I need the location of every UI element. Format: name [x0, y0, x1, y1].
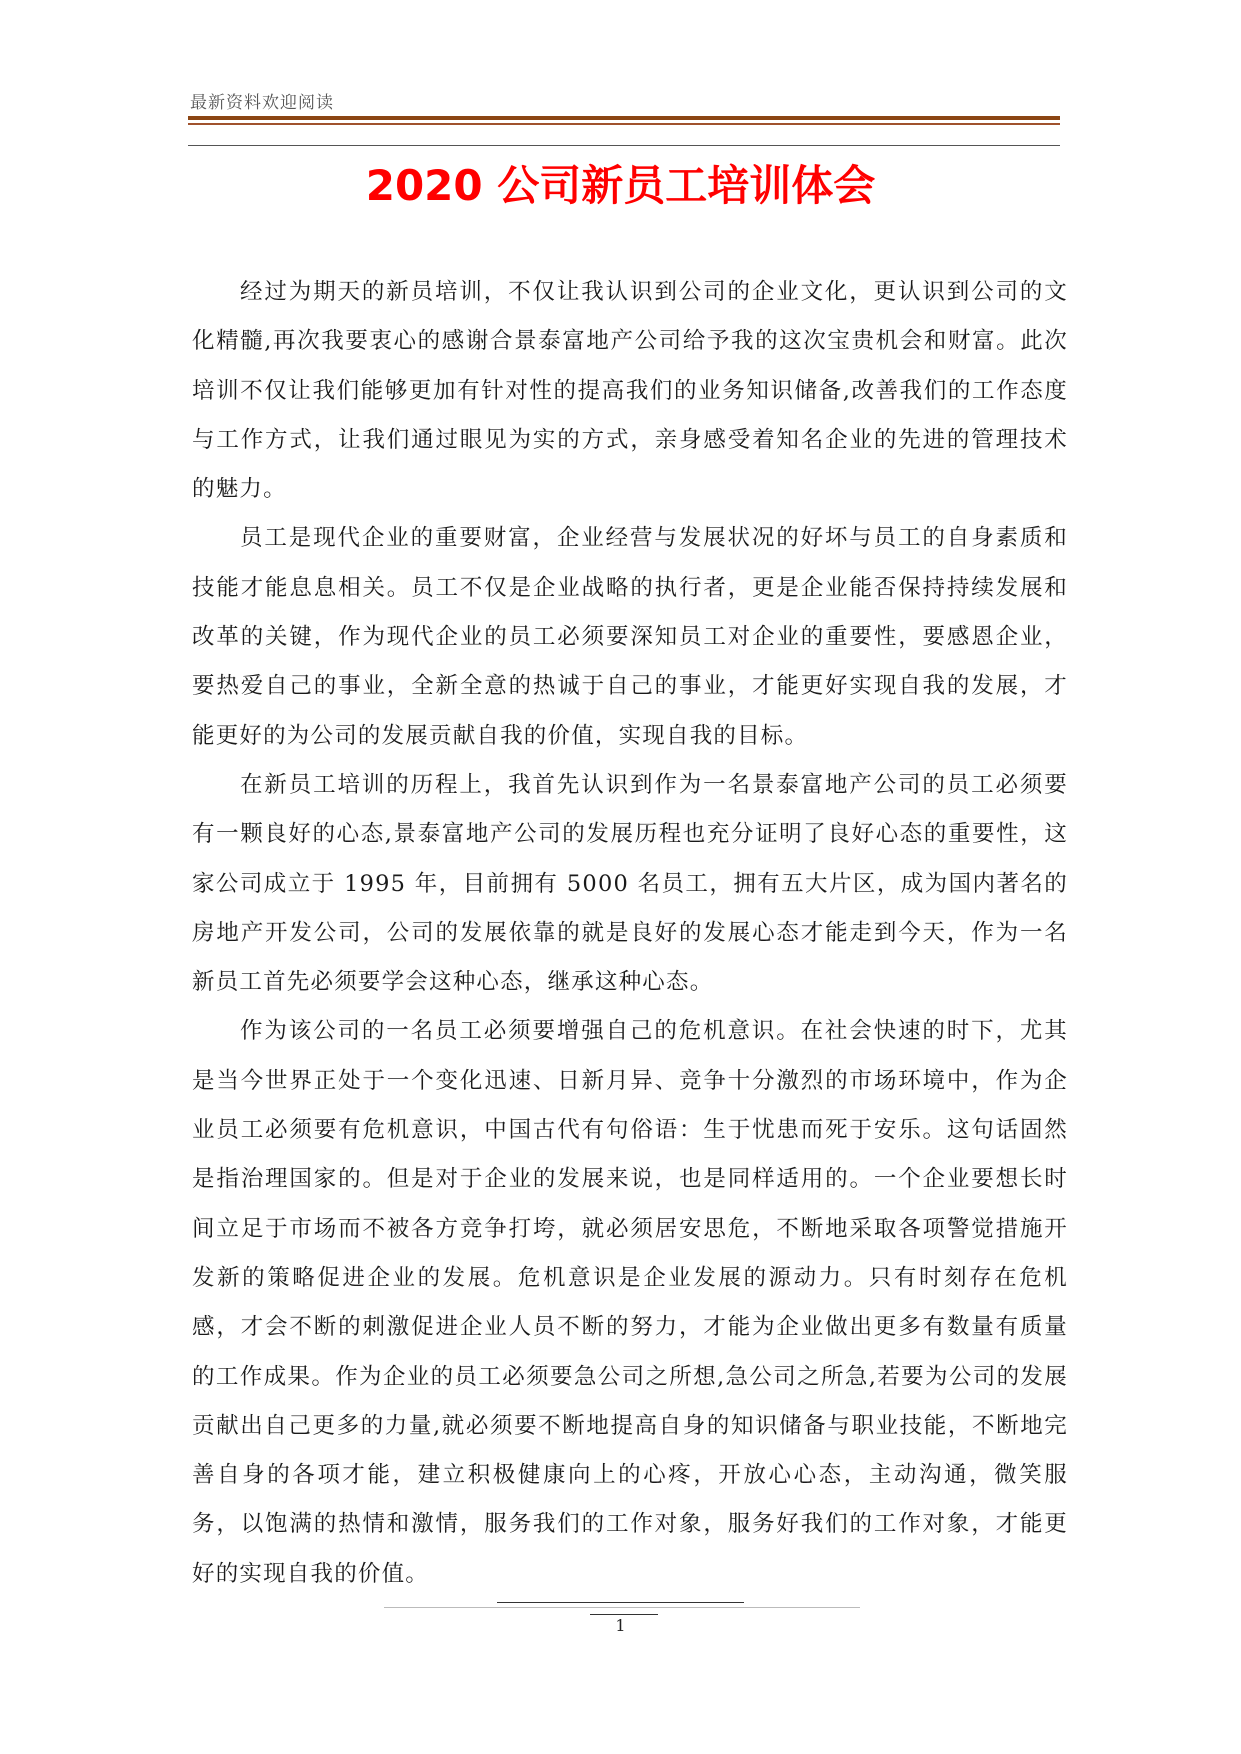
page-number: 1 — [615, 1616, 626, 1635]
paragraph: 在新员工培训的历程上，我首先认识到作为一名景泰富地产公司的员工必须要有一颗良好的心态,景泰富地产公司的发展历程也充分证明了良好心态的重要性，这家公司成立于 1995 年，目前拥有 5000 名员工，拥有五大片区，成为国内著名的房地产开发公司，公司的发展依靠的就是良好的发展心态才能走到今天，作为一名新员工首先必须要学会这种心态，继承这种心态。 — [192, 771, 1068, 996]
header-caption: 最新资料欢迎阅读 — [190, 93, 334, 113]
header-rule-thin — [188, 123, 1060, 125]
paragraph: 员工是现代企业的重要财富，企业经营与发展状况的好坏与员工的自身素质和技能才能息息相关。员工不仅是企业战略的执行者，更是企业能否保持持续发展和改革的关键，作为现代企业的员工必须要深知员工对企业的重要性，要感恩企业，要热爱自己的事业，全新全意的热诚于自己的事业，才能更好实现自我的发展，才能更好的为公司的发展贡献自我的价值，实现自我的目标。 — [192, 525, 1068, 749]
paragraph: 作为该公司的一名员工必须要增强自己的危机意识。在社会快速的时下，尤其是当今世界正处于一个变化迅速、日新月异、竞争十分激烈的市场环境中，作为企业员工必须要有危机意识，中国古代有句俗语：生于忧患而死于安乐。这句话固然是指治理国家的。但是对于企业的发展来说，也是同样适用的。一个企业要想长时间立足于市场而不被各方竞争打垮，就必须居安思危，不断地采取各项警觉措施开发新的策略促进企业的发展。危机意识是企业发展的源动力。只有时刻存在危机感，才会不断的刺激促进企业人员不断的努力，才能为企业做出更多有数量有质量的工作成果。作为企业的员工必须要急公司之所想,急公司之所急,若要为公司的发展贡献出自己更多的力量,就必须要不断地提高自身的知识储备与职业技能，不断地完善自身的各项才能，建立积极健康向上的心疼，开放心心态，主动沟通，微笑服务，以饱满的热情和激情，服务我们的工作对象，服务好我们的工作对象，才能更好的实现自我的价值。 — [192, 1018, 1068, 1587]
document-title: 2020 公司新员工培训体会 — [365, 161, 876, 210]
header-rule-thick — [188, 116, 1060, 120]
paragraph: 经过为期天的新员培训，不仅让我认识到公司的企业文化，更认识到公司的文化精髓,再次我要衷心的感谢合景泰富地产公司给予我的这次宝贵机会和财富。此次培训不仅让我们能够更加有针对性的提高我们的业务知识储备,改善我们的工作态度与工作方式，让我们通过眼见为实的方式，亲身感受着知名企业的先进的管理技术的魅力。 — [192, 279, 1068, 503]
header-rule-gray — [188, 145, 1060, 146]
footer-rule — [590, 1614, 658, 1615]
document-body — [192, 268, 1068, 1599]
footer-rule — [384, 1607, 860, 1608]
footer-rule — [497, 1602, 744, 1603]
